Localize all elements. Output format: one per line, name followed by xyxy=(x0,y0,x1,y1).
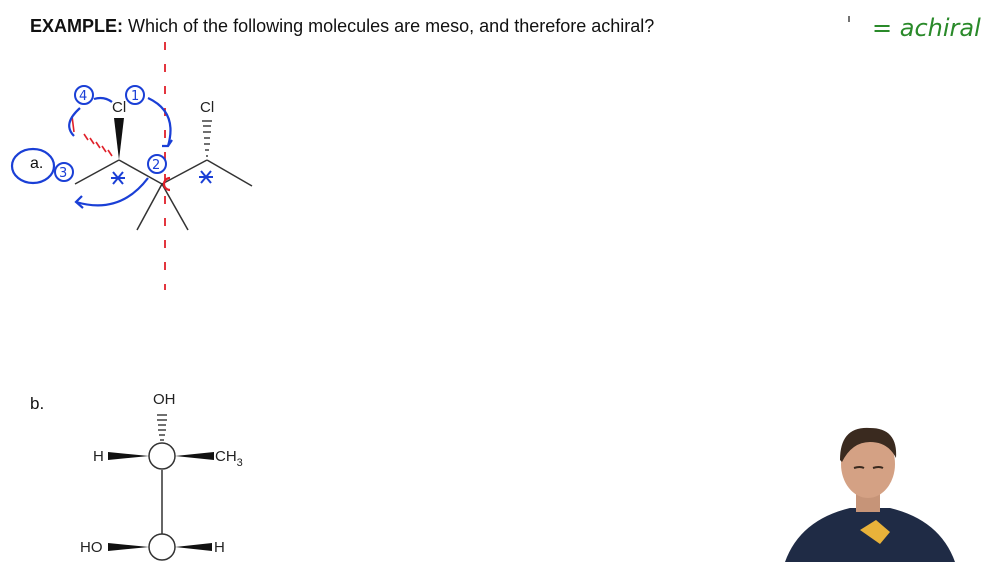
priority-4-text: 4 xyxy=(79,89,88,104)
wedge-h-bottom xyxy=(175,543,212,551)
handwritten-achiral-note: = achiral xyxy=(872,14,981,42)
question-body: Which of the following molecules are meso, and therefore achiral? xyxy=(123,16,655,36)
bond-c2-c3 xyxy=(162,160,207,184)
group-oh-top: OH xyxy=(153,391,176,408)
group-h-top: H xyxy=(93,448,104,465)
part-a-label-text: a. xyxy=(30,155,44,172)
group-ho-bottom: HO xyxy=(80,539,103,556)
priority-1-text: 1 xyxy=(131,89,140,104)
atom-cl-right: Cl xyxy=(200,99,215,116)
bond-right-methyl xyxy=(207,160,252,186)
presenter-eye-right xyxy=(873,467,883,468)
chiral-star-left xyxy=(111,172,125,184)
stereocenter-bottom xyxy=(149,534,175,560)
priority-3-text: 3 xyxy=(59,166,68,181)
arrow-1-to-2 xyxy=(148,98,171,146)
wedge-bond-cl-left xyxy=(114,118,124,160)
priority-2-text: 2 xyxy=(152,158,161,173)
arrowhead-1-to-2 xyxy=(162,140,172,146)
bond-left-methyl xyxy=(75,160,119,184)
presenter-video xyxy=(780,420,960,562)
wedge-h-top xyxy=(108,452,149,460)
group-ch3-base: CH xyxy=(215,448,237,465)
group-ch3-sub: 3 xyxy=(236,457,243,469)
hash-bond-cl-right xyxy=(202,121,212,156)
arrow-2-to-3 xyxy=(76,178,148,205)
chiral-star-right xyxy=(199,171,213,183)
stereocenter-top xyxy=(149,443,175,469)
red-hash-annotation xyxy=(72,116,112,156)
group-h-bottom: H xyxy=(214,539,225,556)
question-prefix: EXAMPLE: xyxy=(30,16,124,36)
atom-cl-left: Cl xyxy=(112,99,127,116)
molecule-b xyxy=(80,391,243,560)
hash-bond-oh xyxy=(157,415,167,440)
bond-c2-methyl-left xyxy=(137,184,162,230)
group-ch3 xyxy=(215,448,243,469)
wedge-ch3 xyxy=(175,452,214,460)
part-a-circle-annotation xyxy=(12,149,54,183)
arrow-4-to-cl xyxy=(94,98,112,102)
presenter-eye-left xyxy=(854,467,864,468)
wedge-ho-bottom xyxy=(108,543,149,551)
part-b-label: b. xyxy=(30,394,45,413)
